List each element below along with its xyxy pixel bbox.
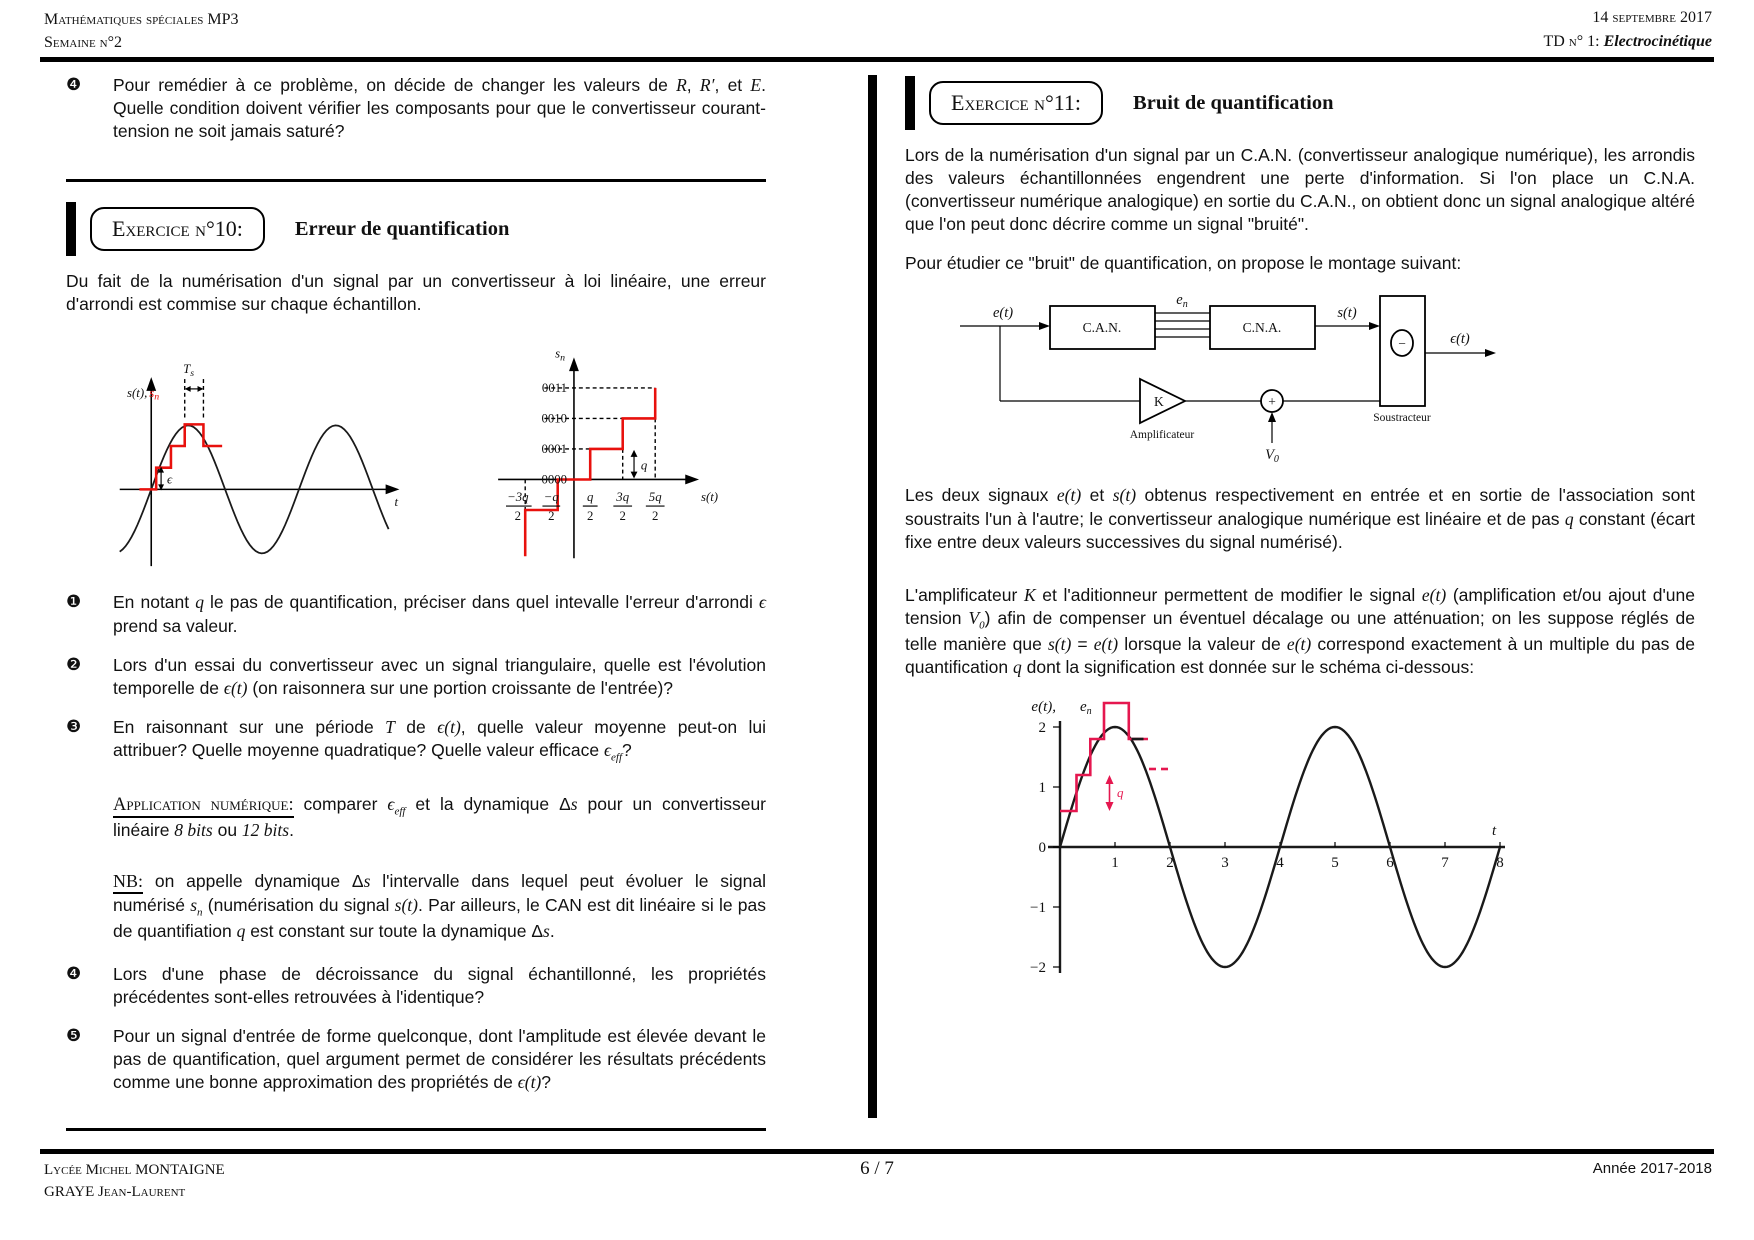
item-text: En raisonnant sur une période T de ϵ(t), quelle valeur moyenne peut-on lui attribuer? Quelle moyenne quadratique? Quelle valeur efficace $\epsilon_{eff}$?: [113, 716, 766, 764]
svg-text:3q: 3q: [616, 490, 630, 505]
question-item-3: [66, 716, 766, 765]
error-label: ϵ: [167, 472, 173, 487]
nota-bene: [113, 870, 766, 943]
exercise-10-questions: [66, 591, 766, 764]
left-column: [66, 74, 766, 1131]
exercise-11-paragraph-4: L'amplificateur K et l'aditionneur permettent de modifier le signal e(t) (amplification et/ou ajout d'une tension $V_0$) afin de compenser un éventuel décalage ou une atténuation; on les suppose réglés de telle manière que s(t) = e(t) lorsque la valeur de e(t) correspond exactement à un multiple du pas de quantification q dont la signification est donnée sur le schéma ci-dessous:: [905, 584, 1695, 677]
svg-text:q: q: [587, 490, 594, 505]
header-td-title: Electrocinétique: [1603, 33, 1712, 50]
xtick-3q2: [613, 491, 632, 524]
bus-label: $e_n$: [1176, 292, 1188, 311]
svg-text:2: 2: [1166, 855, 1174, 872]
x-axis-label: s(t): [701, 490, 719, 505]
svg-text:0: 0: [1038, 840, 1046, 857]
question-item-4: [66, 963, 766, 1009]
arrow-up-icon: [631, 450, 638, 457]
header-right: [1543, 6, 1712, 54]
arrow-up-icon: [1268, 412, 1276, 422]
gain-label: K: [1154, 394, 1164, 410]
exercise-11-title: Bruit de quantification: [1133, 91, 1334, 114]
arrow-right-icon: [1369, 322, 1380, 330]
item-text: Lors d'une phase de décroissance du signal échantillonné, les propriétés précédentes sont-elles retrouvées à l'identique?: [113, 963, 766, 1008]
svg-text:−3q: −3q: [507, 490, 529, 505]
item-text: Lors d'un essai du convertisseur avec un signal triangulaire, quelle est l'évolution temporelle de ϵ(t) (on raisonnera sur une portion croissante de l'entrée)?: [113, 654, 766, 698]
footer-teacher: GRAYE Jean-Laurent: [44, 1183, 186, 1200]
footer-rule: [40, 1149, 1714, 1154]
x-axis-label: t: [394, 495, 399, 510]
exercise-10-label: Exercice n°10:: [112, 216, 243, 242]
svg-text:2: 2: [587, 509, 594, 524]
svg-text:2: 2: [619, 509, 626, 524]
svg-text:8: 8: [1496, 855, 1504, 872]
arrow-left-icon: [185, 386, 191, 392]
ylabel-0011: 0011: [541, 381, 568, 396]
svg-text:5q: 5q: [648, 490, 662, 505]
exercise-11-paragraph-3: Les deux signaux e(t) et s(t) obtenus respectivement en entrée et en sortie de l'association sont soustraits l'un à l'autre; le convertisseur analogique numérique est linéaire et de pas q constant (écart fixe entre deux valeurs successives du signal numérisé).: [905, 485, 1695, 552]
y-axis-label-black: e(t),: [1031, 699, 1056, 716]
exercise-11-box: [929, 81, 1103, 125]
header-td-prefix: TD n° 1:: [1543, 33, 1604, 50]
subtractor-box: [1380, 296, 1425, 406]
item-marker: ❹: [66, 963, 82, 983]
v0-label: $V_0$: [1265, 447, 1279, 466]
arrow-right-icon: [1485, 349, 1496, 357]
item-text: Pour un signal d'entrée de forme quelconque, dont l'amplitude est élevée devant le pas de quantification, quel argument permet de considérer les résultats précédents comme une bonne approximation des propriétés de ϵ(t)?: [113, 1026, 766, 1093]
item-text: Pour remédier à ce problème, on décide de changer les valeurs de R, R′, et E. Quelle condition doivent vérifier les composants pour que le convertisseur courant-tension ne soit jamais saturé?: [113, 75, 766, 142]
exercise-10-box: [90, 207, 265, 251]
arrow-right-icon: [198, 386, 204, 392]
footer-school: Lycée Michel MONTAIGNE: [44, 1162, 225, 1178]
svg-text:2: 2: [548, 509, 555, 524]
header-course: Mathématiques spéciales MP3: [44, 11, 239, 28]
svg-text:−q: −q: [543, 490, 559, 505]
application-numerique: [113, 793, 766, 842]
item-marker: ❶: [66, 592, 82, 612]
y-axis-arrow-icon: [569, 358, 579, 372]
svg-text:6: 6: [1386, 855, 1394, 872]
header-week: Semaine n°2: [44, 34, 123, 52]
plus-sign: +: [1268, 394, 1276, 410]
ylabel-0000: 0000: [541, 472, 568, 487]
question-item-5: [66, 1025, 766, 1094]
arrow-right-icon: [1039, 322, 1050, 330]
exercise-10-title: Erreur de quantification: [294, 217, 510, 240]
figure-quantization-characteristic: [441, 320, 766, 570]
output-label: ϵ(t): [1450, 331, 1470, 348]
nota-bene-text: on appelle dynamique Δs l'intervalle dans lequel peut évoluer le signal numérisé $s_n$ (numérisation du signal s(t). Par ailleurs, le CAN est dit linéaire si le pas de quantifiation q est constant sur toute la dynamique Δs.: [113, 871, 767, 941]
y-axis-label-black: s(t),: [127, 386, 148, 401]
xtick-negq2: [542, 491, 560, 524]
q-label: q: [1117, 785, 1124, 801]
subtractor-caption: Soustracteur: [1373, 412, 1431, 425]
item-marker: ❹: [66, 75, 82, 94]
column-divider: [868, 75, 877, 1118]
exercise-11-paragraph-2: Pour étudier ce "bruit" de quantification, on propose le montage suivant:: [905, 253, 1462, 274]
xtick-q2: [583, 491, 598, 524]
exercise-10-header: [66, 202, 766, 256]
section-rule: [66, 179, 766, 182]
ylabel-0001: 0001: [541, 442, 568, 457]
xtick-5q2: [646, 491, 665, 524]
y-axis-label-red: $s_n$: [149, 386, 160, 404]
svg-text:7: 7: [1441, 855, 1449, 872]
arrow-down-icon: [631, 472, 638, 479]
input-label: e(t): [992, 305, 1014, 322]
right-column: [905, 76, 1695, 997]
sampling-period-label: $T_s$: [183, 362, 195, 380]
cna-label: C.N.A.: [1242, 320, 1282, 336]
svg-text:2: 2: [652, 509, 659, 524]
page-number: 6 / 7: [860, 1158, 894, 1179]
xtick-neg3q2: [506, 491, 532, 524]
y-axis-label: $s_n$: [555, 346, 566, 364]
svg-text:1: 1: [1038, 780, 1046, 797]
application-numerique-label: Application numérique:: [113, 795, 294, 818]
header-left: [44, 8, 239, 54]
question-item-4-top: [66, 74, 766, 143]
svg-text:2: 2: [1038, 720, 1046, 737]
can-label: C.A.N.: [1082, 320, 1122, 336]
application-numerique-text: comparer $\epsilon_{eff}$ et la dynamique Δs pour un convertisseur linéaire 8 bits ou 12 bits.: [113, 793, 767, 840]
exercise-bar: [66, 202, 76, 256]
item-text: En notant q le pas de quantification, préciser dans quel intevalle l'erreur d'arrondi ϵ prend sa valeur.: [113, 592, 766, 636]
section-rule-bottom: [66, 1128, 766, 1131]
arrow-up-icon: [1106, 775, 1114, 784]
question-item-2: [66, 654, 766, 700]
header-td: [1543, 30, 1712, 54]
x-axis-arrow-icon: [386, 485, 400, 495]
signal-label: s(t): [1337, 305, 1357, 322]
nota-bene-label: NB:: [113, 871, 143, 894]
exercise-bar: [905, 76, 915, 130]
header-date: 14 septembre 2017: [1592, 9, 1712, 26]
item-marker: ❺: [66, 1026, 82, 1046]
svg-text:1: 1: [1111, 855, 1119, 872]
minus-sign: −: [1398, 336, 1406, 352]
footer-year: Année 2017-2018: [1592, 1160, 1712, 1177]
svg-text:5: 5: [1331, 855, 1339, 872]
svg-text:4: 4: [1276, 855, 1284, 872]
step-label: q: [640, 459, 648, 474]
x-axis-arrow-icon: [685, 475, 699, 485]
exercise-10-intro: Du fait de la numérisation d'un signal par un convertisseur à loi linéaire, une erreur d'arrondi est commise sur chaque échantillon.: [66, 271, 766, 315]
arrow-down-icon: [1106, 802, 1114, 811]
svg-text:3: 3: [1221, 855, 1229, 872]
amplifier-caption: Amplificateur: [1129, 429, 1195, 442]
quantized-staircase: [1060, 703, 1148, 811]
item-marker: ❷: [66, 654, 82, 674]
figure-montage-diagram: [955, 291, 1515, 466]
exercise-11-label: Exercice n°11:: [951, 90, 1082, 115]
y-axis-label-red: $e_n$: [1080, 699, 1092, 718]
header-rule: [40, 57, 1714, 62]
svg-text:−2: −2: [1030, 960, 1046, 977]
figure-sampled-sine: [102, 320, 427, 575]
ylabel-0010: 0010: [541, 411, 568, 426]
exercise-11-paragraph-1: Lors de la numérisation d'un signal par un C.A.N. (convertisseur analogique numérique), les arrondis des valeurs échantillonnées engendrent une perte d'information. Si l'on place un C.N.A. (convertisseur numérique analogique) en sortie du C.A.N., on obtient donc un signal analogique altéré que l'on peut donc décrire comme un signal "bruité".: [905, 145, 1695, 235]
svg-text:2: 2: [514, 509, 522, 524]
exercise-11-header: [905, 76, 1695, 130]
x-axis-label: t: [1492, 823, 1497, 840]
svg-text:−1: −1: [1030, 900, 1046, 917]
question-item-1: [66, 591, 766, 637]
item-marker: ❸: [66, 716, 82, 736]
exercise-10-figures: [66, 320, 766, 575]
figure-bruit-chart: [1000, 687, 1560, 997]
